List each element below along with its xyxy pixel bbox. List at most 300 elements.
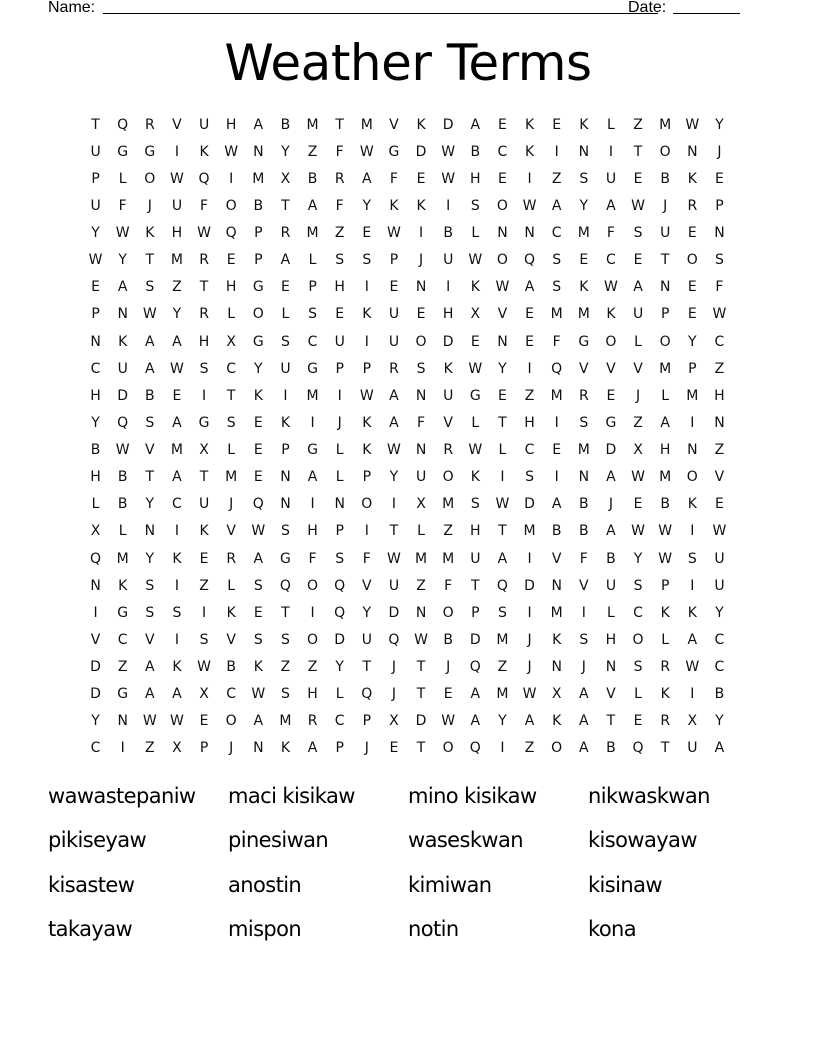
grid-cell[interactable]: K: [253, 387, 263, 404]
grid-cell[interactable]: N: [497, 225, 508, 242]
grid-cell[interactable]: S: [335, 252, 345, 269]
grid-cell[interactable]: B: [117, 469, 128, 486]
grid-cell[interactable]: U: [605, 577, 617, 594]
grid-cell[interactable]: T: [226, 387, 236, 404]
grid-cell[interactable]: M: [225, 469, 238, 486]
grid-cell[interactable]: U: [388, 333, 400, 350]
grid-cell[interactable]: P: [715, 197, 724, 214]
grid-cell[interactable]: U: [443, 252, 454, 269]
grid-cell[interactable]: R: [307, 713, 318, 730]
grid-cell[interactable]: C: [633, 604, 643, 621]
grid-cell[interactable]: M: [659, 469, 672, 486]
grid-cell[interactable]: O: [415, 333, 427, 350]
grid-cell[interactable]: S: [579, 414, 589, 431]
grid-cell[interactable]: W: [468, 442, 483, 459]
grid-cell[interactable]: S: [199, 631, 209, 648]
grid-cell[interactable]: Z: [524, 740, 535, 757]
date-field[interactable]: [673, 0, 740, 14]
grid-cell[interactable]: Q: [469, 740, 481, 757]
grid-cell[interactable]: K: [280, 414, 291, 431]
grid-cell[interactable]: C: [90, 360, 101, 377]
grid-cell[interactable]: A: [579, 713, 589, 730]
grid-cell[interactable]: S: [145, 279, 155, 296]
grid-cell[interactable]: I: [364, 523, 369, 540]
grid-cell[interactable]: X: [226, 333, 236, 350]
grid-cell[interactable]: H: [90, 387, 101, 404]
grid-cell[interactable]: Q: [198, 170, 210, 187]
grid-cell[interactable]: T: [660, 252, 670, 269]
grid-cell[interactable]: S: [633, 659, 643, 676]
grid-cell[interactable]: K: [687, 170, 697, 187]
grid-cell[interactable]: E: [281, 279, 290, 296]
grid-cell[interactable]: B: [660, 496, 670, 513]
grid-cell[interactable]: L: [118, 523, 127, 540]
grid-cell[interactable]: Z: [443, 523, 453, 540]
grid-cell[interactable]: W: [251, 686, 266, 703]
grid-cell[interactable]: I: [310, 414, 315, 431]
grid-cell[interactable]: V: [579, 577, 589, 594]
grid-cell[interactable]: O: [442, 469, 454, 486]
grid-cell[interactable]: A: [551, 197, 562, 214]
grid-cell[interactable]: C: [226, 360, 237, 377]
grid-cell[interactable]: W: [359, 387, 374, 404]
grid-cell[interactable]: A: [551, 496, 562, 513]
grid-cell[interactable]: S: [579, 631, 589, 648]
grid-cell[interactable]: P: [254, 225, 263, 242]
grid-cell[interactable]: S: [280, 686, 290, 703]
grid-cell[interactable]: U: [198, 116, 210, 133]
grid-cell[interactable]: E: [470, 333, 480, 350]
grid-cell[interactable]: J: [391, 686, 396, 703]
grid-cell[interactable]: W: [522, 197, 537, 214]
grid-cell[interactable]: V: [443, 414, 453, 431]
grid-cell[interactable]: B: [714, 686, 725, 703]
grid-cell[interactable]: W: [115, 442, 130, 459]
grid-cell[interactable]: L: [471, 414, 480, 431]
grid-cell[interactable]: J: [635, 387, 641, 404]
grid-cell[interactable]: K: [199, 143, 209, 160]
grid-cell[interactable]: M: [550, 387, 563, 404]
grid-cell[interactable]: I: [527, 604, 532, 621]
grid-cell[interactable]: N: [415, 279, 427, 296]
grid-cell[interactable]: S: [308, 306, 317, 323]
grid-cell[interactable]: K: [362, 414, 372, 431]
grid-cell[interactable]: P: [308, 279, 317, 296]
grid-cell[interactable]: K: [172, 659, 182, 676]
grid-cell[interactable]: J: [446, 659, 451, 676]
grid-cell[interactable]: E: [498, 170, 507, 187]
grid-cell[interactable]: F: [715, 279, 724, 296]
grid-cell[interactable]: A: [145, 360, 155, 377]
grid-cell[interactable]: Y: [91, 414, 100, 431]
grid-cell[interactable]: O: [659, 333, 671, 350]
grid-cell[interactable]: N: [524, 225, 535, 242]
grid-cell[interactable]: X: [633, 442, 643, 459]
grid-cell[interactable]: B: [307, 170, 318, 187]
grid-cell[interactable]: D: [90, 686, 101, 703]
grid-cell[interactable]: F: [335, 143, 344, 160]
grid-cell[interactable]: Y: [715, 713, 724, 730]
grid-cell[interactable]: F: [579, 550, 588, 567]
grid-cell[interactable]: I: [527, 550, 532, 567]
grid-cell[interactable]: X: [280, 170, 291, 187]
grid-cell[interactable]: V: [145, 631, 155, 648]
name-field[interactable]: [103, 0, 658, 14]
grid-cell[interactable]: M: [360, 116, 373, 133]
grid-cell[interactable]: C: [524, 442, 535, 459]
grid-cell[interactable]: Y: [633, 550, 643, 567]
grid-cell[interactable]: K: [253, 659, 263, 676]
grid-cell[interactable]: Y: [688, 333, 697, 350]
grid-cell[interactable]: J: [527, 659, 532, 676]
grid-cell[interactable]: W: [685, 659, 700, 676]
grid-cell[interactable]: H: [659, 442, 671, 459]
grid-cell[interactable]: P: [471, 604, 480, 621]
grid-cell[interactable]: E: [226, 252, 236, 269]
grid-cell[interactable]: A: [253, 116, 264, 133]
grid-cell[interactable]: J: [229, 740, 234, 757]
grid-cell[interactable]: R: [199, 306, 209, 323]
grid-cell[interactable]: J: [581, 659, 586, 676]
grid-cell[interactable]: Z: [416, 577, 426, 594]
grid-cell[interactable]: H: [714, 387, 725, 404]
grid-cell[interactable]: Y: [335, 659, 344, 676]
grid-cell[interactable]: P: [199, 740, 209, 757]
grid-cell[interactable]: W: [387, 442, 401, 459]
grid-cell[interactable]: H: [605, 631, 617, 648]
grid-cell[interactable]: H: [198, 333, 210, 350]
grid-cell[interactable]: O: [144, 170, 156, 187]
grid-cell[interactable]: P: [335, 523, 344, 540]
grid-cell[interactable]: J: [527, 631, 532, 648]
grid-cell[interactable]: P: [389, 252, 399, 269]
grid-cell[interactable]: Q: [469, 659, 481, 676]
grid-cell[interactable]: A: [172, 686, 182, 703]
grid-cell[interactable]: A: [280, 252, 291, 269]
grid-cell[interactable]: W: [712, 523, 727, 540]
grid-cell[interactable]: Z: [199, 577, 209, 594]
grid-cell[interactable]: K: [660, 686, 670, 703]
grid-cell[interactable]: A: [606, 197, 616, 214]
grid-cell[interactable]: Y: [389, 469, 399, 486]
grid-cell[interactable]: N: [415, 387, 427, 404]
grid-cell[interactable]: K: [280, 740, 291, 757]
grid-cell[interactable]: Z: [172, 279, 182, 296]
grid-cell[interactable]: S: [416, 360, 426, 377]
grid-cell[interactable]: U: [90, 143, 101, 160]
grid-cell[interactable]: W: [468, 360, 483, 377]
grid-cell[interactable]: Q: [524, 252, 536, 269]
grid-cell[interactable]: T: [389, 523, 399, 540]
grid-cell[interactable]: P: [362, 469, 372, 486]
grid-cell[interactable]: N: [578, 143, 590, 160]
grid-cell[interactable]: G: [198, 414, 210, 431]
grid-cell[interactable]: P: [91, 170, 100, 187]
grid-cell[interactable]: A: [362, 170, 372, 187]
grid-cell[interactable]: S: [470, 197, 480, 214]
grid-cell[interactable]: T: [91, 116, 100, 133]
grid-cell[interactable]: W: [468, 252, 483, 269]
grid-cell[interactable]: J: [717, 143, 722, 160]
grid-cell[interactable]: U: [714, 577, 725, 594]
grid-cell[interactable]: W: [631, 469, 645, 486]
grid-cell[interactable]: N: [144, 523, 156, 540]
grid-cell[interactable]: I: [283, 387, 288, 404]
grid-cell[interactable]: L: [661, 387, 670, 404]
grid-cell[interactable]: A: [633, 279, 643, 296]
grid-cell[interactable]: O: [361, 496, 373, 513]
grid-cell[interactable]: L: [308, 252, 317, 269]
grid-cell[interactable]: K: [226, 604, 236, 621]
grid-cell[interactable]: F: [118, 197, 127, 214]
grid-cell[interactable]: I: [500, 740, 505, 757]
grid-cell[interactable]: Z: [145, 740, 155, 757]
grid-cell[interactable]: S: [172, 604, 182, 621]
grid-cell[interactable]: R: [578, 387, 589, 404]
grid-cell[interactable]: G: [252, 333, 264, 350]
grid-cell[interactable]: I: [690, 523, 695, 540]
grid-cell[interactable]: B: [280, 116, 291, 133]
grid-cell[interactable]: V: [362, 577, 372, 594]
grid-cell[interactable]: O: [442, 604, 454, 621]
grid-cell[interactable]: S: [714, 252, 724, 269]
grid-cell[interactable]: W: [658, 523, 673, 540]
grid-cell[interactable]: G: [144, 143, 156, 160]
grid-cell[interactable]: L: [227, 306, 236, 323]
grid-cell[interactable]: A: [172, 414, 182, 431]
grid-cell[interactable]: G: [388, 143, 400, 160]
grid-cell[interactable]: K: [362, 442, 372, 459]
grid-cell[interactable]: G: [252, 279, 264, 296]
grid-cell[interactable]: P: [660, 306, 670, 323]
grid-cell[interactable]: U: [470, 550, 481, 567]
grid-cell[interactable]: U: [90, 197, 101, 214]
grid-cell[interactable]: A: [606, 469, 616, 486]
grid-cell[interactable]: M: [306, 225, 319, 242]
grid-cell[interactable]: E: [253, 442, 263, 459]
grid-cell[interactable]: S: [280, 631, 290, 648]
grid-cell[interactable]: H: [442, 306, 454, 323]
grid-cell[interactable]: J: [391, 659, 396, 676]
grid-cell[interactable]: Z: [633, 116, 643, 133]
grid-cell[interactable]: R: [660, 713, 671, 730]
grid-cell[interactable]: U: [198, 496, 210, 513]
grid-cell[interactable]: L: [634, 686, 642, 703]
grid-cell[interactable]: D: [334, 631, 346, 648]
grid-cell[interactable]: Y: [172, 306, 182, 323]
grid-cell[interactable]: O: [659, 143, 671, 160]
grid-cell[interactable]: S: [253, 577, 263, 594]
grid-cell[interactable]: U: [687, 740, 698, 757]
grid-cell[interactable]: K: [389, 197, 399, 214]
grid-cell[interactable]: N: [578, 469, 590, 486]
grid-cell[interactable]: P: [91, 306, 100, 323]
grid-cell[interactable]: U: [117, 360, 128, 377]
grid-cell[interactable]: M: [496, 631, 509, 648]
grid-cell[interactable]: W: [414, 631, 428, 648]
grid-cell[interactable]: T: [145, 252, 155, 269]
grid-cell[interactable]: R: [660, 659, 671, 676]
grid-cell[interactable]: I: [391, 496, 396, 513]
grid-cell[interactable]: I: [500, 469, 505, 486]
grid-cell[interactable]: W: [197, 225, 211, 242]
grid-cell[interactable]: E: [389, 279, 399, 296]
grid-cell[interactable]: M: [686, 387, 699, 404]
grid-cell[interactable]: V: [389, 116, 399, 133]
grid-cell[interactable]: E: [552, 116, 562, 133]
grid-cell[interactable]: T: [606, 713, 616, 730]
grid-cell[interactable]: N: [605, 659, 617, 676]
grid-cell[interactable]: W: [170, 360, 184, 377]
grid-cell[interactable]: Y: [715, 116, 724, 133]
grid-cell[interactable]: E: [199, 713, 209, 730]
grid-cell[interactable]: P: [362, 360, 372, 377]
grid-cell[interactable]: D: [117, 387, 129, 404]
grid-cell[interactable]: Y: [579, 197, 589, 214]
grid-cell[interactable]: I: [581, 604, 586, 621]
grid-cell[interactable]: L: [607, 604, 615, 621]
grid-cell[interactable]: T: [335, 116, 344, 133]
grid-cell[interactable]: A: [606, 523, 616, 540]
grid-cell[interactable]: H: [225, 116, 237, 133]
grid-cell[interactable]: O: [605, 333, 617, 350]
grid-cell[interactable]: T: [416, 659, 426, 676]
grid-cell[interactable]: Q: [388, 631, 400, 648]
grid-cell[interactable]: G: [469, 387, 481, 404]
grid-cell[interactable]: B: [443, 631, 453, 648]
grid-cell[interactable]: R: [199, 252, 209, 269]
grid-cell[interactable]: U: [171, 197, 183, 214]
grid-cell[interactable]: E: [253, 414, 263, 431]
grid-cell[interactable]: E: [715, 170, 724, 187]
grid-cell[interactable]: Q: [225, 225, 237, 242]
grid-cell[interactable]: U: [388, 577, 400, 594]
grid-cell[interactable]: Y: [498, 713, 507, 730]
grid-cell[interactable]: I: [310, 496, 315, 513]
grid-cell[interactable]: B: [606, 740, 616, 757]
grid-cell[interactable]: J: [229, 496, 234, 513]
grid-cell[interactable]: N: [117, 713, 128, 730]
grid-cell[interactable]: U: [605, 170, 617, 187]
grid-cell[interactable]: K: [579, 279, 589, 296]
grid-cell[interactable]: A: [579, 686, 589, 703]
grid-cell[interactable]: A: [389, 414, 399, 431]
grid-cell[interactable]: V: [226, 631, 236, 648]
grid-cell[interactable]: K: [470, 469, 480, 486]
grid-cell[interactable]: Q: [334, 577, 346, 594]
grid-cell[interactable]: C: [334, 713, 345, 730]
grid-cell[interactable]: Y: [91, 225, 100, 242]
grid-cell[interactable]: E: [525, 306, 534, 323]
grid-cell[interactable]: X: [172, 740, 182, 757]
grid-cell[interactable]: S: [226, 414, 236, 431]
grid-cell[interactable]: H: [524, 414, 535, 431]
grid-cell[interactable]: W: [115, 225, 130, 242]
grid-cell[interactable]: X: [416, 496, 426, 513]
grid-cell[interactable]: L: [417, 523, 425, 540]
grid-cell[interactable]: Z: [497, 659, 508, 676]
grid-cell[interactable]: E: [253, 469, 263, 486]
grid-cell[interactable]: T: [416, 686, 426, 703]
grid-cell[interactable]: F: [389, 170, 398, 187]
grid-cell[interactable]: E: [633, 170, 643, 187]
grid-cell[interactable]: S: [145, 577, 155, 594]
grid-cell[interactable]: I: [174, 143, 179, 160]
grid-cell[interactable]: O: [496, 252, 508, 269]
grid-cell[interactable]: G: [307, 442, 318, 459]
grid-cell[interactable]: W: [658, 550, 673, 567]
grid-cell[interactable]: S: [199, 360, 209, 377]
grid-cell[interactable]: F: [335, 197, 344, 214]
grid-cell[interactable]: E: [633, 252, 643, 269]
grid-cell[interactable]: S: [525, 469, 534, 486]
grid-cell[interactable]: E: [687, 279, 697, 296]
grid-cell[interactable]: A: [714, 740, 725, 757]
grid-cell[interactable]: M: [496, 686, 509, 703]
grid-cell[interactable]: A: [307, 197, 318, 214]
grid-cell[interactable]: L: [471, 225, 480, 242]
grid-cell[interactable]: E: [362, 225, 372, 242]
grid-cell[interactable]: K: [443, 360, 453, 377]
grid-cell[interactable]: K: [687, 496, 697, 513]
grid-cell[interactable]: I: [120, 740, 125, 757]
grid-cell[interactable]: E: [389, 740, 399, 757]
grid-cell[interactable]: T: [416, 740, 426, 757]
grid-cell[interactable]: P: [281, 442, 290, 459]
grid-cell[interactable]: W: [170, 713, 184, 730]
grid-cell[interactable]: Z: [714, 442, 725, 459]
grid-cell[interactable]: P: [688, 360, 697, 377]
grid-cell[interactable]: S: [687, 550, 697, 567]
grid-cell[interactable]: F: [417, 414, 426, 431]
grid-cell[interactable]: L: [281, 306, 290, 323]
grid-cell[interactable]: U: [280, 360, 291, 377]
grid-cell[interactable]: X: [389, 713, 399, 730]
grid-cell[interactable]: U: [388, 306, 400, 323]
grid-cell[interactable]: E: [443, 686, 453, 703]
grid-cell[interactable]: A: [307, 740, 318, 757]
grid-cell[interactable]: T: [199, 279, 209, 296]
grid-cell[interactable]: R: [334, 170, 345, 187]
grid-cell[interactable]: M: [577, 225, 590, 242]
grid-cell[interactable]: N: [415, 604, 427, 621]
grid-cell[interactable]: F: [308, 550, 317, 567]
grid-cell[interactable]: K: [199, 523, 209, 540]
grid-cell[interactable]: S: [362, 252, 372, 269]
grid-cell[interactable]: C: [714, 631, 725, 648]
grid-cell[interactable]: U: [660, 225, 671, 242]
grid-cell[interactable]: L: [661, 631, 670, 648]
grid-cell[interactable]: K: [606, 306, 616, 323]
grid-cell[interactable]: K: [145, 225, 155, 242]
grid-cell[interactable]: F: [552, 333, 561, 350]
grid-cell[interactable]: E: [715, 496, 724, 513]
grid-cell[interactable]: S: [633, 225, 643, 242]
grid-cell[interactable]: I: [690, 414, 695, 431]
grid-cell[interactable]: O: [252, 306, 264, 323]
grid-cell[interactable]: T: [660, 740, 670, 757]
grid-cell[interactable]: S: [253, 631, 263, 648]
grid-cell[interactable]: V: [579, 360, 589, 377]
grid-cell[interactable]: U: [443, 387, 454, 404]
grid-cell[interactable]: I: [364, 333, 369, 350]
grid-cell[interactable]: W: [685, 116, 700, 133]
grid-cell[interactable]: X: [199, 442, 209, 459]
grid-cell[interactable]: P: [335, 740, 344, 757]
grid-cell[interactable]: T: [362, 659, 372, 676]
grid-cell[interactable]: T: [471, 577, 480, 594]
grid-cell[interactable]: C: [497, 143, 508, 160]
